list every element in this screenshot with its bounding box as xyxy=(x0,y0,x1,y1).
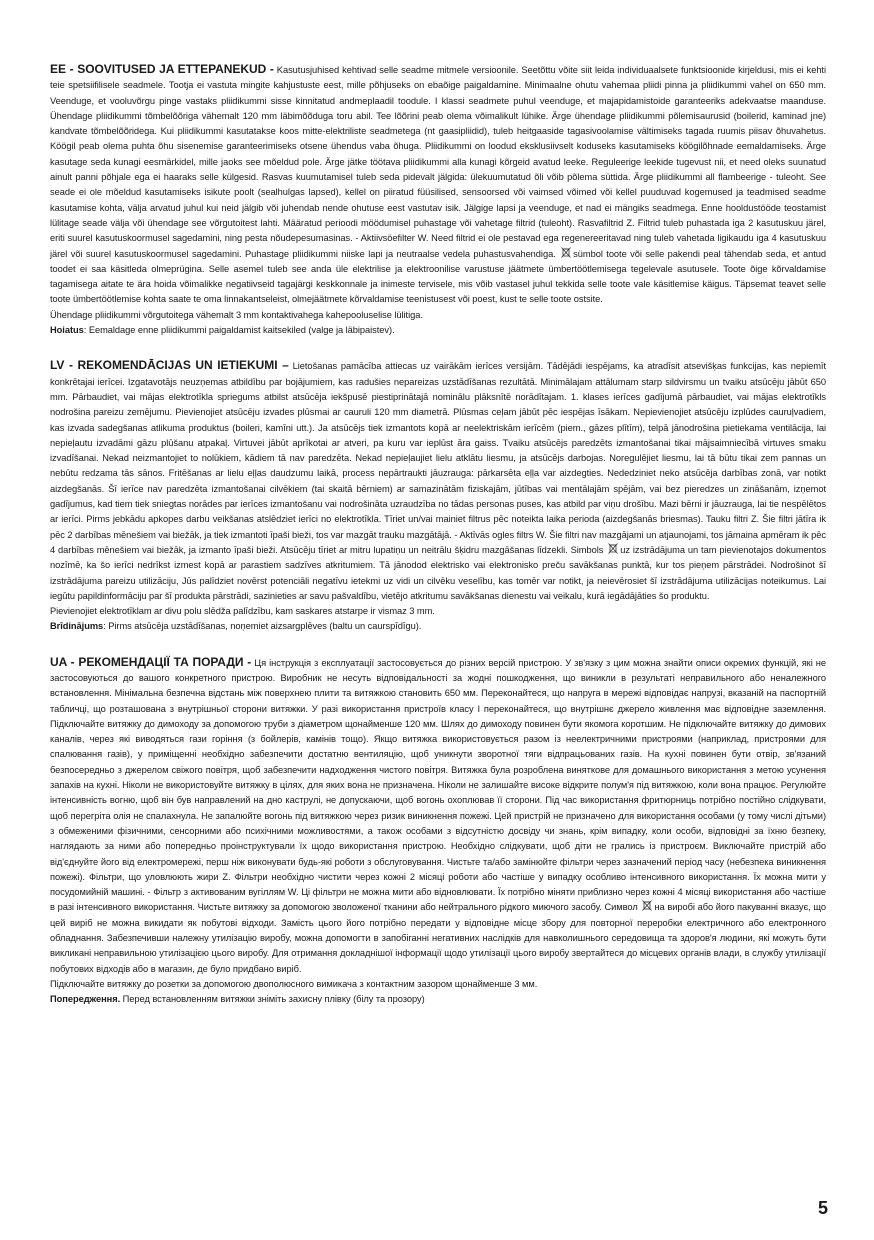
crossed-bin-icon xyxy=(561,247,571,258)
ua-warning-label: Попередження. xyxy=(50,994,121,1005)
ee-warning-text: : Eemaldage enne pliidikummi paigaldamist kaitsekiled (valge ja läbipaistev). xyxy=(83,325,395,336)
ua-warning-text: Перед встановленням витяжки зніміть захисну плівку (білу та прозору) xyxy=(120,994,425,1005)
crossed-bin-icon xyxy=(642,900,652,911)
lv-warning-label: Brīdinājums xyxy=(50,621,104,632)
lv-warning-text: : Pirms atsūcēja uzstādīšanas, noņemiet aizsargplēves (baltu un caurspīdīgu). xyxy=(103,621,422,632)
ua-socket-line: Підключайте витяжку до розетки за допомогою двополюсного вимикача з контактним зазором щонайменше 3 мм. xyxy=(50,978,538,989)
ua-warning xyxy=(50,992,826,1007)
lv-socket-line: Pievienojiet elektrotīklam ar divu polu slēdža palīdzību, kam saskares atstarpe ir vismaz 3 mm. xyxy=(50,606,435,617)
ee-heading: EE - SOOVITUSED JA ETTEPANEKUD - xyxy=(50,62,274,76)
lv-heading: LV - REKOMENDĀCIJAS UN IETIEKUMI – xyxy=(50,358,289,373)
ee-warning-label: Hoiatus xyxy=(50,325,84,336)
ee-warning xyxy=(50,323,826,338)
ua-heading: UA - РЕКОМЕНДАЦІЇ ТА ПОРАДИ - xyxy=(50,654,252,669)
section-ee xyxy=(50,62,826,338)
ee-main-paragraph xyxy=(50,62,826,308)
lv-main-paragraph xyxy=(50,358,826,604)
ee-socket-line: Ühendage pliidikummi võrgutoitega vähemalt 3 mm kontaktivahega kahepooluselise lülitiga. xyxy=(50,309,423,320)
ua-text-2: на виробі або його пакуванні вказує, що цей виріб не можна викидати як побутові відходи. Замість цього його потрібно передати у відповідне місце збору для повторної переробки електричного або електронного обладнання. Забезпечивши належну утилізацію виробу, можна допомогти в запобіганні негативних наслідків для навколишнього середовища та здоров'я людини, які можуть бути викликані неправильною утилізацією цього виробу. Для отримання докладнішої інформації щодо утилізації цього виробу звертайтеся до місцевих органів влади, в службу утилізації побутових відходів або в магазин, де було придбано виріб. xyxy=(50,902,827,974)
lv-warning xyxy=(50,619,826,634)
ee-text-1: Kasutusjuhised kehtivad selle seadme mitmele versioonile. Seetõttu võite siit leida individuaalsete funktsioonide kirjeldusi, mis ei kehti teie spetsiifilisele seadmele. Tootja ei vastuta mingite kahjustuste eest, mille põhjuseks on ebaõige paigaldamine. Minimaalne ohutu vahemaa pliidi pinna ja pliidikummi vahel on 650 mm. Veenduge, et vooluvõrgu pinge vastaks pliidikummi sisse kinnitatud andmeplaadil toodule. I klassi seadmete puhul veenduge, et majapidamistoide garanteeriks adekvaatse maanduse. Ühendage pliidikummi tõmbelõõriga vähemalt 120 mm läbimõõduga toru abil. Tee lõõrini peab olema võimalikult lühike. Ärge ühendage pliidikummi põlemisaurusid (boilerid, kaminad jne) kandvate tõmbelõõridega. Kui pliidikummi kasutatakse koos mitte-elektriliste seadmetega (nt gaasipliidid), tuleb heitgaaside tagasivoolamise vältimiseks tagada ruumis piisav õhuvahetus. Köögil peab olema puhta õhu sisenemise garanteerimiseks otsene ühendus vaba õhuga. Pliidikummi on loodud eksklusiivselt koduseks kasutamiseks köögilõhnade eemaldamiseks. Ärge kasutage seda kunagi eesmärkidel, mille jaoks see mõeldud pole. Ärge jätke töötava pliidikummi alla kunagi kõrgeid avatud leeke. Reguleerige leekide tugevust nii, et need oleks suunatud ainult panni põhjale ega ei haaraks selle külgesid. Rasvas kuumutamisel tuleb seda pidevalt jälgida: ülekuumutatud õli võib põlema süttida. Ärge pliidikummi all flambeerige - tuleoht. See seade ei ole mõeldud kasutamiseks isikute poolt (sealhulgas lapsed), kellel on piiratud füüsilised, sensoorsed või vaimsed võimed või kellel puuduvad kogemused ja teadmised seadme kasutamise kohta, välja arvatud juhul kui neid jälgib või juhendab nende ohutuse eest vastutav isik. Jälgige lapsi ja veenduge, et nad ei mängiks seadmega. Enne hooldustööde teostamist lülitage seade välja või ühendage see võrgutoitest lahti. Määratud perioodi möödumisel puhastage või vahetage filtrid (tuleoht). Rasvafiltrid Z. Filtrid tuleb puhastada iga 2 kasutuskuu järel, eriti suurel kasutuskoormusel sagedamini, ning pesta nõudepesumasinas. - Aktiivsöefilter W. Need filtrid ei ole pestavad ega regenereeritavad ning tuleb vahetada ligikaudu iga 4 kasutuskuu järel või suurel kasutuskoormusel sagedamini. Puhastage pliidikummi niiske lapi ja neutraalse vedela puhastusvahendiga. xyxy=(50,65,826,259)
section-ua xyxy=(50,655,826,1008)
ua-main-paragraph xyxy=(50,655,826,977)
lv-text-2: uz izstrādājuma un tam pievienotajos dokumentos nozīmē, ka šo ierīci nedrīkst izmest kopā ar parastiem sadzīves atkritumiem. Tā jānodod elektrisko vai elektronisko preču savākšanas punktā, kur tos pieņem pārstrādei. Nodrošinot šī izstrādājuma pareizu utilizāciju, Jūs palīdziet novērst potenciāli negatīvu ietekmi uz vidi un cilvēku veselību, kas tomēr var notikt, ja neievērosiet šī izstrādājuma utilizācijas noteikumus. Lai iegūtu papildinformāciju par šī produkta pārstrādi, sazinieties ar savu pašvaldību, vietējo atkritumu savākšanas dienestu vai veikalu, kurā iegādājāties šo produktu. xyxy=(50,544,827,601)
ee-text-2: sümbol toote või selle pakendi peal tähendab seda, et antud toodet ei saa käsitleda olmeprügina. Selle asemel tuleb see anda üle elektrilise ja elektroonilise varustuse jäätmete ümbertöötlemisega tegelevale asutusele. Toote õige kõrvaldamise tagamisega aitate te ära hoida võimalikke negatiivseid tagajärgi keskkonnale ja inimeste tervisele, mis võib vastasel juhul tekkida selle toote vale käsitlemise käigus. Täpsemat teavet selle toote ümbertöötlemise kohta saate te oma linnakantseleist, olmejäätmete kõrvaldamise teenistusest või poest, kust te selle toote ostsite. xyxy=(50,248,826,305)
document-page xyxy=(50,62,826,1008)
section-lv xyxy=(50,358,826,634)
crossed-bin-icon xyxy=(608,543,618,554)
ua-text-1: Ця інструкція з експлуатації застосовується до різних версій пристрою. У зв'язку з цим можна знайти описи окремих функцій, які не застосовуються до вашого конкретного пристрою. Виробник не несуть відповідальності за жодні пошкодження, що виникли в результаті неправильного або неналежного встановлення. Мінімальна безпечна відстань між поверхнею плити та витяжкою становить 650 мм. Переконайтеся, що напруга в мережі відповідає напрузі, вказаній на паспортній табличці, що розташована з внутрішньої сторони витяжки. У разі використання пристроїв класу I переконайтеся, що внутрішнє джерело живлення має відповідне заземлення. Підключайте витяжку до димоходу за допомогою труби з діаметром щонайменше 120 мм. Шлях до димоходу повинен бути якомога коротшим. Не підключайте витяжку до димових каналів, через які виводяться гази горіння (з бойлерів, камінів тощо). Якщо витяжка використовується разом із неелектричними пристроями (наприклад, пристроями для спалювання газів), у приміщенні необхідно забезпечити достатню вентиляцію, щоб уникнути зворотної тяги відпрацьованих газів. На кухні повинен бути отвір, зв'язаний безпосередньо з джерелом свіжого повітря, щоб забезпечити надходження чистого повітря. Витяжка була розроблена виняткове для домашнього використання з метою усунення запахів на кухні. Ніколи не використовуйте витяжку в цілях, для яких вона не призначена. Ніколи не залишайте високе відкрите полум'я під витяжкою, коли вона працює. Регулюйте інтенсивність вогню, щоб він був направлений на дно каструлі, не допускаючи, щоб вогонь охоплював її сторони. Під час використання фритюрниць потрібно постійно слідкувати, щоб перегріта олія не спалахнула. Не запалюйте вогонь під витяжкою через ризик виникнення пожежі. Цей пристрій не призначено для використання особами (у тому числі дітьми) з обмеженими фізичними, сенсорними або психічними можливостями, а також особами з відсутністю досвіду чи знань, крім випадку, коли особи, відповідні за їхню безпеку, наглядають за ними або попередньо проінструктували їх щодо використання пристрою. Необхідно слідкувати, щоб діти не грались із пристроєм. Виключайте пристрій або від'єднуйте його від електромережі, перш ніж виконувати будь-які роботи з обслуговування. Чистьте та/або замінюйте фільтри через зазначений період часу (небезпека виникнення пожежі). Фільтри, що уловлюють жири Z. Фільтри необхідно чистити через кожні 2 місяці роботи або частіше у випадку особливо інтенсивного використання. Їх можна мити у посудомийній машині. - Фільтр з активованим вугіллям W. Ці фільтри не можна мити або відновлювати. Їх потрібно міняти приблизно через кожні 4 місяці використання або частіше в разі інтенсивного використання. Чистьте витяжку за допомогою зволоженої тканини або нейтрального рідкого миючого засобу. Символ xyxy=(50,657,826,913)
page-number: 5 xyxy=(817,1198,828,1218)
lv-text-1: Lietošanas pamācība attiecas uz vairākām ierīces versijām. Tādējādi iespējams, ka atradīsit atsevišķas funkcijas, kas nepiemīt konkrētajai ierīcei. Izgatavotājs neuzņemas atbildību par bojājumiem, kas radušies nepareizas uzstādīšanas rezultātā. Minimālajam attālumam starp sildvirsmu un tvaiku atsūcēju jābūt 650 mm. Pārbaudiet, vai mājas elektrotīkla spriegums atbilst atsūcēja iekšpusē piestiprinātajā nominālu plāksnītē norādītajam. 1. klases ierīces gadījumā pārbaudiet, vai mājas elektrotīkls nodrošina pareizu zemējumu. Pievienojiet atsūcēju izvades plūsmai ar cauruli 120 mm diametrā. Plūsmas ceļam jābūt pēc iespējas īsākam. Nepievienojiet atsūcēju izplūdes cauruļvadiem, kas izvada sadegšanas atlikuma produktus (boileri, kamīni utt.). Ja atsūcējs tiek izmantots kopā ar neelektriskām ierīcēm (piem., gāzes plītīm), telpā jānodrošina pietiekama ventilācija, lai nepieļautu izvadāmi gāzu plūšanu atpakaļ. Virtuvei jābūt aprīkotai ar atveri, pa kuru var ieplūst āra gaiss. Tvaiku atsūcējs paredzēts izmantošanai tikai mājsaimniecībā virtuves smaku izvadīšanai. Nekad neizmantojiet to nolūkiem, kādiem tā nav paredzēta. Nekad nepieļaujiet lielu atklātu liesmu, ja atsūcējs darbojas. Noregulējiet liesmu, lai tā būtu tikai zem pannas un nebūtu redzama tās sānos. Fritēšanas ar lielu eļļas daudzumu laikā, process nepārtraukti jāuzrauga: pārkarsēta eļļa var aizdegties. Nededziniet neko atsūcēja darbības zonā, var notikt aizdegšanās. Šī ierīce nav paredzēta izmantošanai cilvēkiem (tai skaitā bērniem) ar samazinātām fiziskajām, jūtības vai mentālajām spējām, vai bez pieredzes un zināšanām, izņemot gadījumus, kad tiem tiek sniegtas norādes par ierīces izmantošanu vai nodrošināta uzraudzība no tādas personas puses, kas atbild par viņu drošību. Mazi bērni ir jāuzrauga, lai tie nespēlētos ar ierīci. Pirms jebkādu apkopes darbu veikšanas atslēdziet ierīci no elektrotīkla. Tīriet un/vai mainiet filtrus pēc noteikta laika perioda (aizdegšanās briesmas). Tauku filtri Z. Šie filtri jātīra ik pēc 2 darbības mēnešiem vai biežāk, ja tiek izmantoti īpaši bieži, tos var mazgāt trauku mazgātājā. - Aktīvās ogles filtrs W. Šie filtri nav mazgājami un atjaunojami, tos jāmaina apmēram ik pēc 4 darbības mēnešiem vai biežāk, ja izmanto īpaši bieži. Atsūcēju tīriet ar mitru lupatiņu un neitrālu šķidru mazgāšanas līdzekli. Simbols xyxy=(50,361,826,555)
